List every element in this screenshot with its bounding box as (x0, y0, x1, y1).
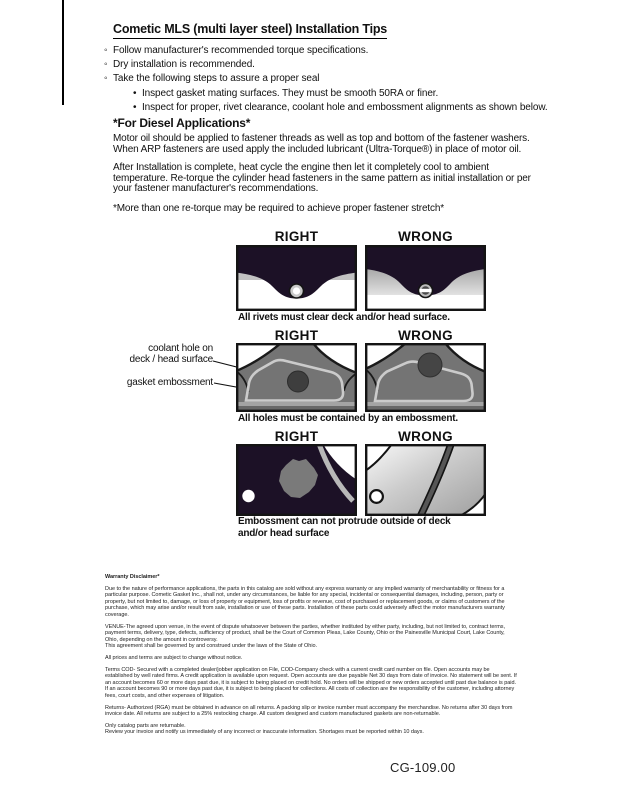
rivet-clearance-right-figure (236, 245, 357, 311)
open-bullet-icon: ◦ (104, 73, 108, 85)
row3-right-label: RIGHT (274, 429, 319, 444)
list-item: ◦ Take the following steps to assure a proper seal (104, 73, 320, 85)
row3-wrong-label: WRONG (398, 429, 453, 444)
row1-wrong-label: WRONG (398, 229, 453, 244)
solid-bullet-icon: • (133, 101, 137, 113)
open-bullet-icon: ◦ (104, 59, 108, 71)
prices-paragraph: All prices and terms are subject to change without notice. (105, 654, 243, 661)
embossment-protrusion-wrong-figure (365, 444, 486, 516)
coolant-hole-right-figure (236, 343, 357, 412)
installation-tips-list (104, 44, 548, 115)
coolant-hole-wrong-figure (365, 343, 486, 412)
coolant-hole-icon (418, 353, 442, 377)
list-item: ◦ Follow manufacturer's recommended torque specifications. (104, 45, 369, 56)
row2-right-label: RIGHT (274, 328, 319, 343)
diesel-paragraph-1: Motor oil should be applied to fastener threads as well as top and bottom of the fastener washers. When ARP fasteners are used apply the included lubricant (Ultra-Torque®) in place of motor oil. (113, 133, 530, 155)
diesel-applications-heading: *For Diesel Applications* (113, 116, 251, 130)
retorque-note: *More than one re-torque may be required to achieve proper fastener stretch* (113, 203, 445, 214)
bolt-hole-icon (242, 490, 254, 502)
open-bullet-icon: ◦ (104, 45, 108, 56)
row1-right-label: RIGHT (274, 229, 319, 244)
warranty-paragraph: Due to the nature of performance applications, the parts in this catalog are sold without any express warranty or any implied warranty of merchantability or fitness for a particular purpose. Cometic Gasket Inc., shall not, under any circumstances, be liable for any special, incidental or consequential damages, including, person, party or property, but not limited to, damage, or loss of property or equipment, loss of profits or revenue, cost of purchased or replacement goods, or claims of customers of the purchase, which may arise and/or result from sale, installation or use of these parts. Installation of these parts could adversely affect the motor manufacturers warranty coverage. (105, 585, 505, 618)
embossment-protrusion-right-figure (236, 444, 357, 516)
list-item: • Inspect for proper, rivet clearance, coolant hole and embossment alignments as shown below. (133, 101, 548, 113)
bolt-hole-icon (370, 490, 383, 503)
terms-cod-paragraph: Terms COD- Secured with a completed dealer/jobber application on File, COD-Company check with a current credit card number on file. Open accounts may be established by well rated firms. A credit application is available upon request. Open accounts are due payable Net 30 days from date of invoice. No statement will be sent. If an account becomes 60 or more days past due, it is subject to being placed on credit hold. No orders will be shipped or new orders accepted until past due balance is paid. If an account becomes 90 or more days past due, it is subject to being placed for collections. All costs of collection are the responsibility of the customer, including attorney fees, court costs, and other expenses of litigation. (105, 666, 517, 699)
warranty-heading: Warranty Disclaimer* (105, 574, 160, 580)
list-item: ◦ Dry installation is recommended. (104, 59, 255, 71)
gasket-embossment-callout: gasket embossment (126, 377, 213, 388)
returns-paragraph: Returns- Authorized (RGA) must be obtained in advance on all returns. A packing slip or invoice number must accompany the merchandise. No returns after 30 days from invoice date. All returns are subject to a 25% restocking charge. All custom designed and custom manufactured gaskets are non-returnable. (105, 704, 513, 718)
list-item: • Inspect gasket mating surfaces. They must be smooth 50RA or finer. (133, 87, 439, 99)
rivet-clearance-wrong-figure (365, 245, 486, 311)
warranty-disclaimer-section (105, 574, 517, 741)
coolant-hole-icon (288, 371, 309, 392)
row2-wrong-label: WRONG (398, 328, 453, 343)
row1-caption: All rivets must clear deck and/or head surface. (238, 312, 450, 323)
coolant-hole-callout: coolant hole on deck / head surface (129, 343, 213, 365)
venue-paragraph: VENUE-The agreed upon venue, in the event of dispute whatsoever between the parties, whether instituted by either party, including, but not limited to, contract terms, payment terms, delivery, type, defects, sufficiency of product, shall be the Court of Common Pleas, Lake County, Ohio or the Painesville Municipal Court, Lake County, Ohio, depending on the amount in controversy. (105, 623, 505, 643)
row3-caption: Embossment can not protrude outside of deck and/or head surface (238, 516, 451, 539)
solid-bullet-icon: • (133, 87, 137, 99)
page-code: CG-109.00 (390, 760, 456, 775)
page-title: Cometic MLS (multi layer steel) Installation Tips (113, 22, 387, 39)
review-invoice-paragraph: Review your invoice and notify us immediately of any incorrect or inaccurate information. Shortages must be reported within 10 days. (105, 729, 424, 736)
diesel-paragraph-2: After Installation is complete, heat cycle the engine then let it completely cool to ambient temperature. Re-torque the cylinder head fasteners in the same pattern as initial installation or per your fastener manufacturer's recommendations. (113, 162, 531, 195)
left-margin-rule (62, 0, 64, 105)
catalog-parts-paragraph: Only catalog parts are returnable. (105, 722, 186, 729)
governing-law-paragraph: This agreement shall be governed by and construed under the laws of the State of Ohio. (105, 643, 318, 650)
row2-caption: All holes must be contained by an embossment. (238, 413, 458, 424)
